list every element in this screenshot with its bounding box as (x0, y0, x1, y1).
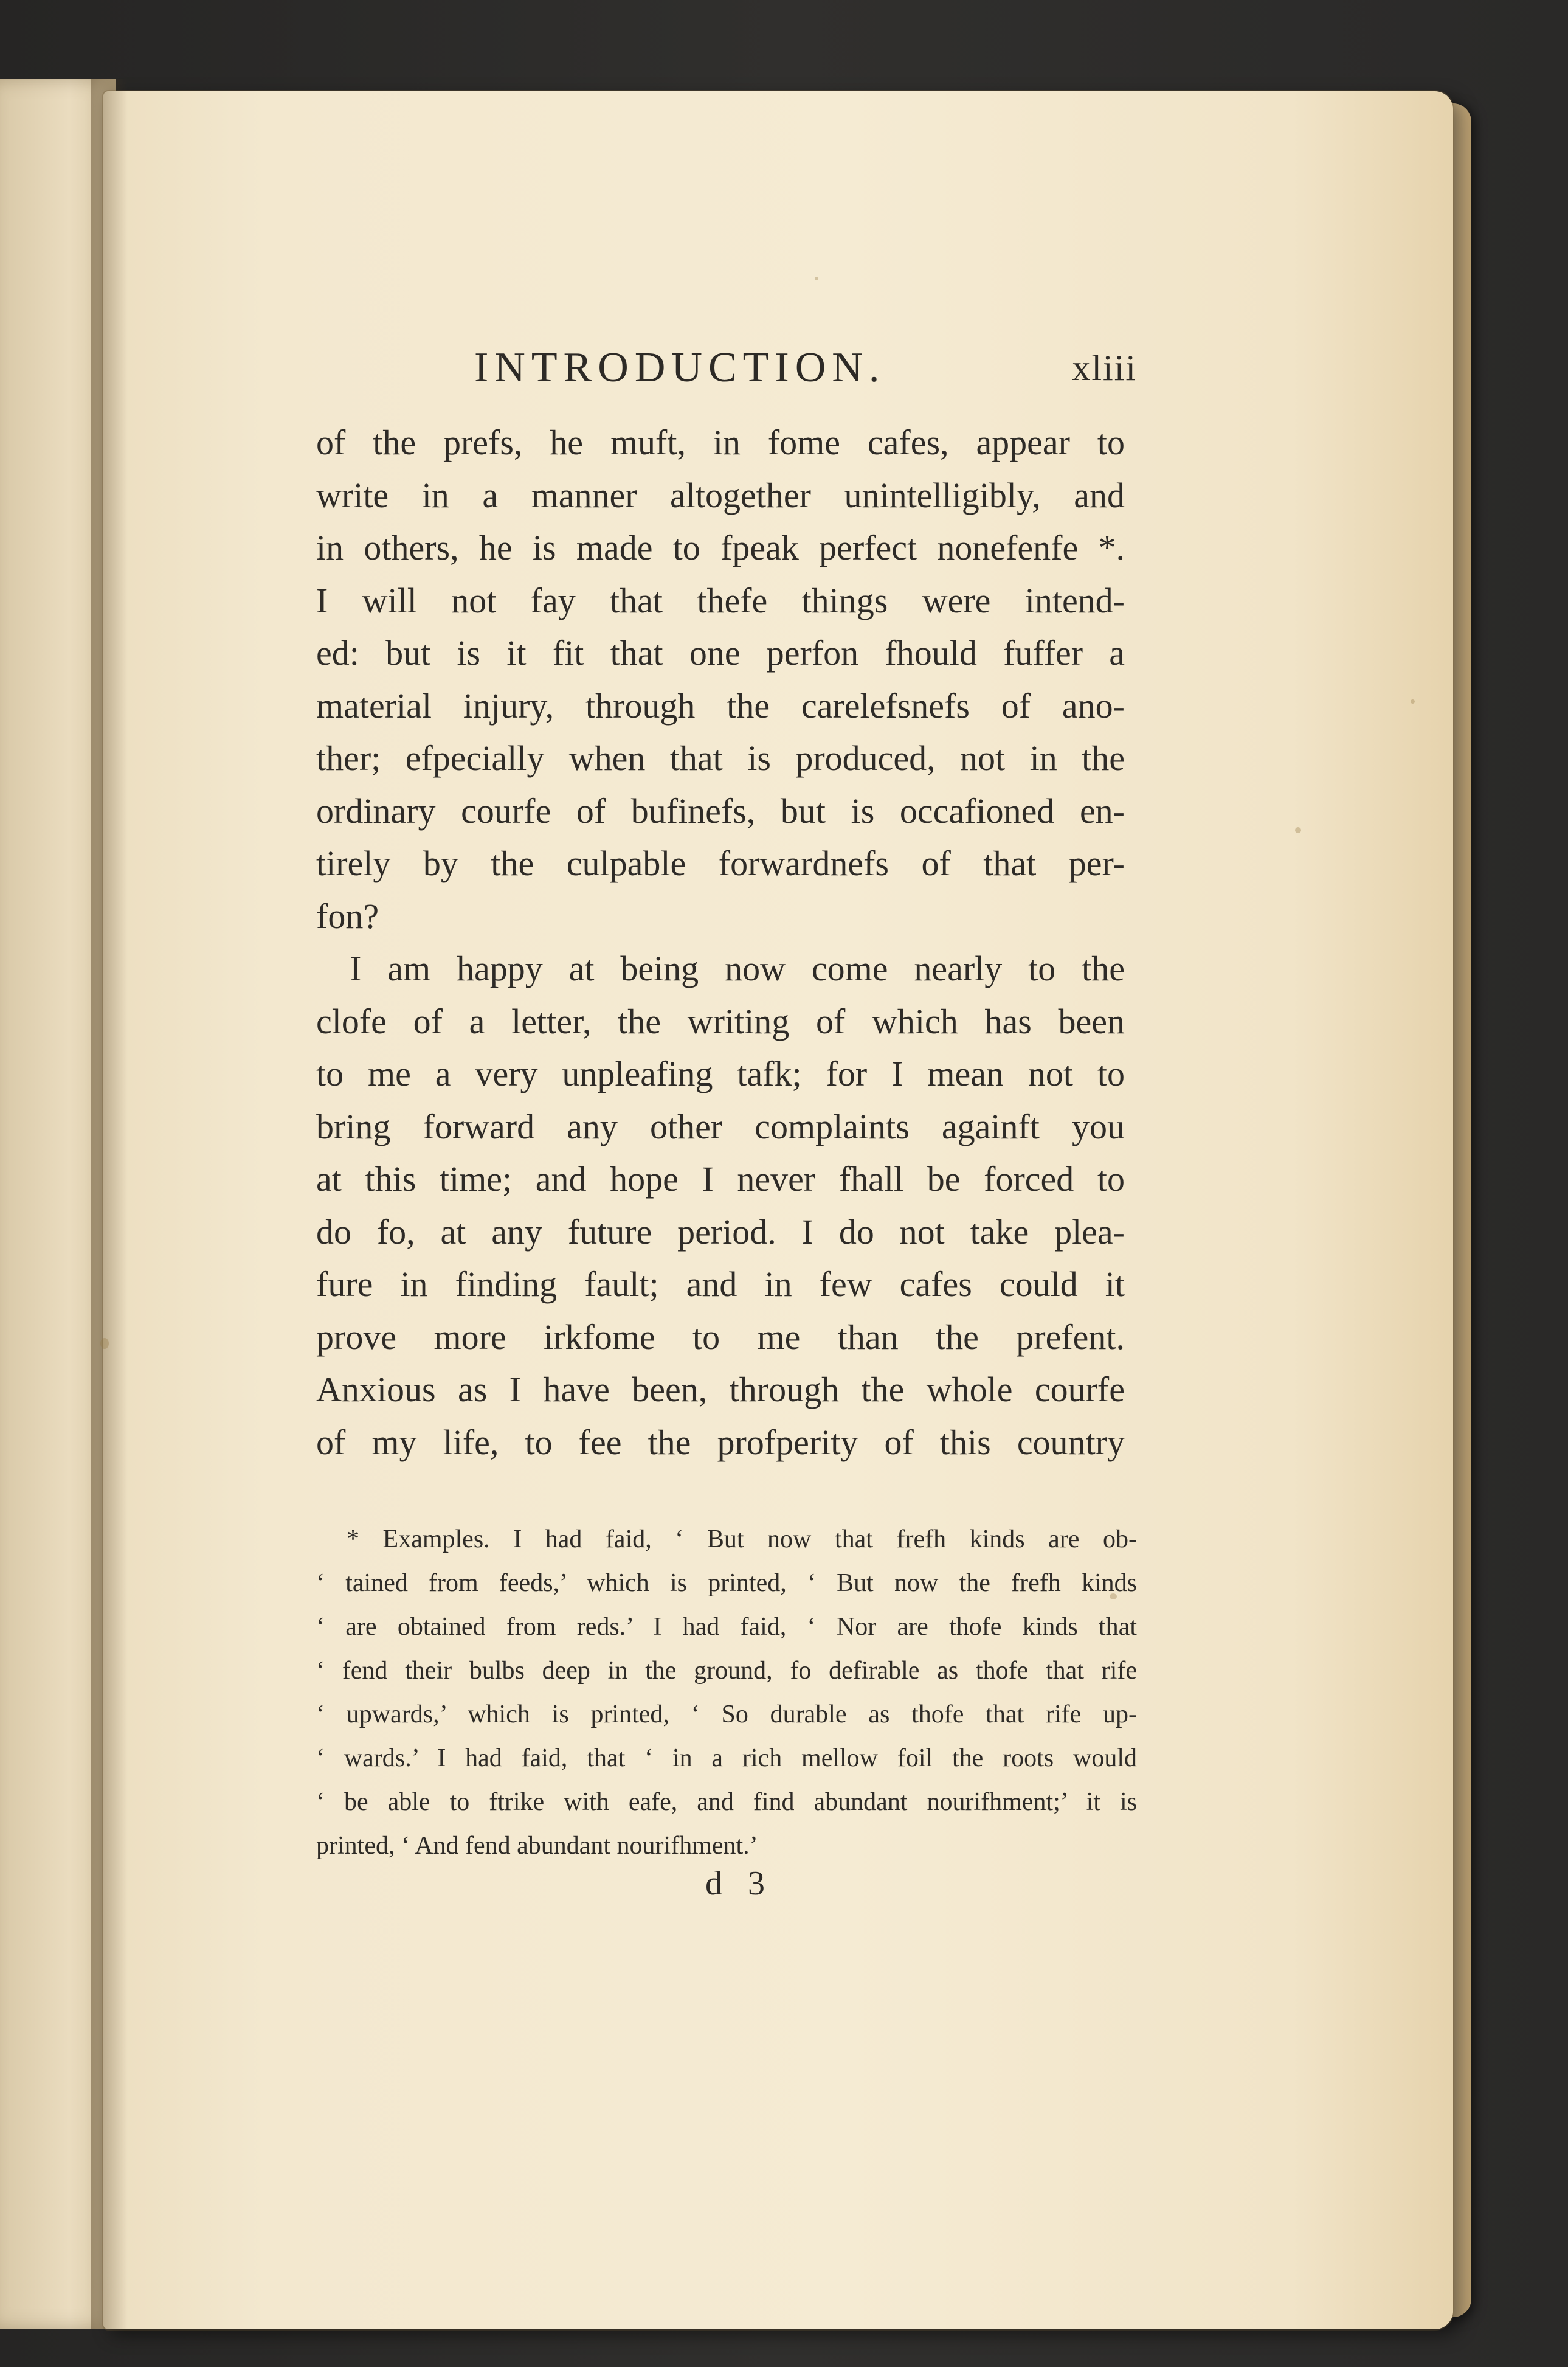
footnote-line: ‘ fend their bulbs deep in the ground, fo defirable as thofe that rife (316, 1657, 1137, 1685)
footnote-line: ‘ are obtained from reds.’ I had faid, ‘ Nor are thofe kinds that (316, 1613, 1137, 1641)
signature-mark: d 3 (705, 1865, 773, 1902)
foxing-spot (1295, 827, 1301, 833)
page-number: xliii (1072, 348, 1137, 388)
footnote-line: ‘ be able to ftrike with eafe, and find abundant nourifhment;’ it is (316, 1788, 1137, 1816)
text-line: do fo, at any future period. I do not take plea- (316, 1211, 1125, 1252)
gutter-shadow (91, 79, 128, 2329)
footnote (316, 1517, 1137, 1868)
text-line: clofe of a letter, the writing of which has been (316, 1001, 1125, 1041)
foxing-spot (1411, 699, 1415, 704)
text-line: in others, he is made to fpeak perfect nonefenfe *. (316, 528, 1125, 567)
text-line: tirely by the culpable forwardnefs of that per- (316, 844, 1125, 883)
text-line: ed: but is it fit that one perfon fhould fuffer a (316, 633, 1125, 673)
text-line: fure in finding fault; and in few cafes could it (316, 1264, 1125, 1304)
text-line: material injury, through the carelefsnefs of ano- (316, 685, 1125, 726)
body-text (316, 417, 1125, 1469)
running-head-title: INTRODUCTION. (474, 344, 886, 391)
text-line: Anxious as I have been, through the whole courfe (316, 1370, 1125, 1409)
foxing-spot (100, 1338, 109, 1349)
running-head (316, 344, 1137, 398)
text-line: at this time; and hope I never fhall be forced to (316, 1159, 1125, 1199)
text-line: I will not fay that thefe things were intend- (316, 580, 1125, 620)
text-line: ordinary courfe of bufinefs, but is occafioned en- (316, 791, 1125, 831)
text-line: bring forward any other complaints againft you (316, 1106, 1125, 1146)
text-line: to me a very unpleafing tafk; for I mean not to (316, 1054, 1125, 1093)
text-line: write in a manner altogether unintelligibly, and (316, 475, 1125, 515)
text-line: prove more irkfome to me than the prefent. (316, 1317, 1125, 1357)
text-line: of the prefs, he muft, in fome cafes, appear to (316, 423, 1125, 462)
text-line: ther; efpecially when that is produced, not in the (316, 738, 1125, 778)
text-line: of my life, to fee the profperity of this country (316, 1422, 1125, 1462)
footnote-line: ‘ wards.’ I had faid, that ‘ in a rich mellow foil the roots would (316, 1744, 1137, 1772)
footnote-line: * Examples. I had faid, ‘ But now that frefh kinds are ob- (347, 1525, 1137, 1553)
footnote-line: ‘ upwards,’ which is printed, ‘ So durable as thofe that rife up- (316, 1700, 1137, 1728)
text-line: I am happy at being now come nearly to the (350, 949, 1125, 988)
footnote-line: ‘ tained from feeds,’ which is printed, ‘ But now the frefh kinds (316, 1569, 1137, 1597)
footnote-line: printed, ‘ And fend abundant nourifhment.’ (316, 1832, 758, 1860)
foxing-spot (815, 277, 818, 280)
text-line: fon? (316, 896, 379, 936)
